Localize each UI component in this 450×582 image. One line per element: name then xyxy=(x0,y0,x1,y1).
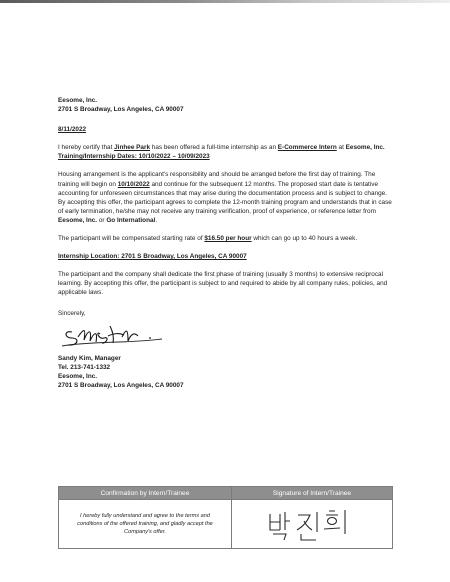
scan-edge xyxy=(0,0,450,3)
intern-name: Jinhee Park xyxy=(114,144,151,152)
paragraph-learning: The participant and the company shall dedicate the first phase of training (usually 3 months) to extensive reciprocal learning. By accepting this offer, the participant is subject to and required to abide by all company rules, policies, and applicable laws. xyxy=(58,271,388,297)
confirmation-cell xyxy=(59,500,232,549)
position-title: E-Commerce Intern xyxy=(277,144,337,152)
company-inline: Eesome, Inc. xyxy=(345,144,385,152)
pay-rate: $16.50 per hour xyxy=(204,235,252,243)
confirmation-statement: I hereby fully understand and agree to the terms and conditions of the offered training, and gladly accept the Company's offer. xyxy=(77,512,213,536)
letter-date: 8/11/2022 xyxy=(58,126,87,134)
signature-cell xyxy=(232,500,393,549)
confirmation-table xyxy=(58,486,393,549)
company-address: 2701 S Broadway, Los Angeles, CA 90007 xyxy=(58,106,184,114)
manager-signature-icon xyxy=(58,320,178,350)
paragraph-compensation: The participant will be compensated starting rate of $16.50 per hour which can go up to 40 hours a week. xyxy=(58,235,358,243)
sponsor-name: Go International xyxy=(106,216,156,224)
start-date: 10/10/2022 xyxy=(117,180,150,188)
internship-location: Internship Location: 2701 S Broadway, Los Angeles, CA 90007 xyxy=(58,253,247,261)
signer-address: 2701 S Broadway, Los Angeles, CA 90007 xyxy=(58,381,184,389)
signer-tel: Tel. 213-741-1332 xyxy=(58,363,111,371)
training-dates: Training/Internship Dates: 10/10/2022 – 10/09/2023 xyxy=(58,153,210,161)
paragraph-terms: Housing arrangement is the applicant's responsibility and should be arranged before the first day of training. The training will begin on 10/10/2022 and continue for the subsequent 12 months. The proposed start date is tentative accounting for unforeseen circumstances that may arise during the documentation process and is subject to change. By accepting this offer, the participant agrees to complete the 12-month training program and understands that in case of early termination, he/she may not receive any training verification, proof of experience, or reference letter from Eesome, Inc. or Go International. xyxy=(58,171,392,224)
signature-header: Signature of Intern/Trainee xyxy=(232,487,393,500)
signer-name-title: Sandy Kim, Manager xyxy=(58,354,121,362)
manager-signature xyxy=(58,320,178,350)
paragraph-offer: I hereby certify that Jinhee Park has been offered a full-time internship as an E-Commerce Intern at Eesome, Inc. Training/Internship Dates: 10/10/2022 – 10/09/2023 xyxy=(58,144,385,161)
intern-signature xyxy=(232,500,392,548)
confirmation-header: Confirmation by Intern/Trainee xyxy=(59,487,232,500)
letter-body xyxy=(58,96,394,390)
intern-signature-icon xyxy=(232,500,393,548)
signer-company: Eesome, Inc. xyxy=(58,372,98,380)
closing: Sincerely, xyxy=(58,309,86,317)
company-name: Eesome, Inc. xyxy=(58,97,98,104)
company-inline-2: Eesome, Inc. xyxy=(58,216,98,224)
